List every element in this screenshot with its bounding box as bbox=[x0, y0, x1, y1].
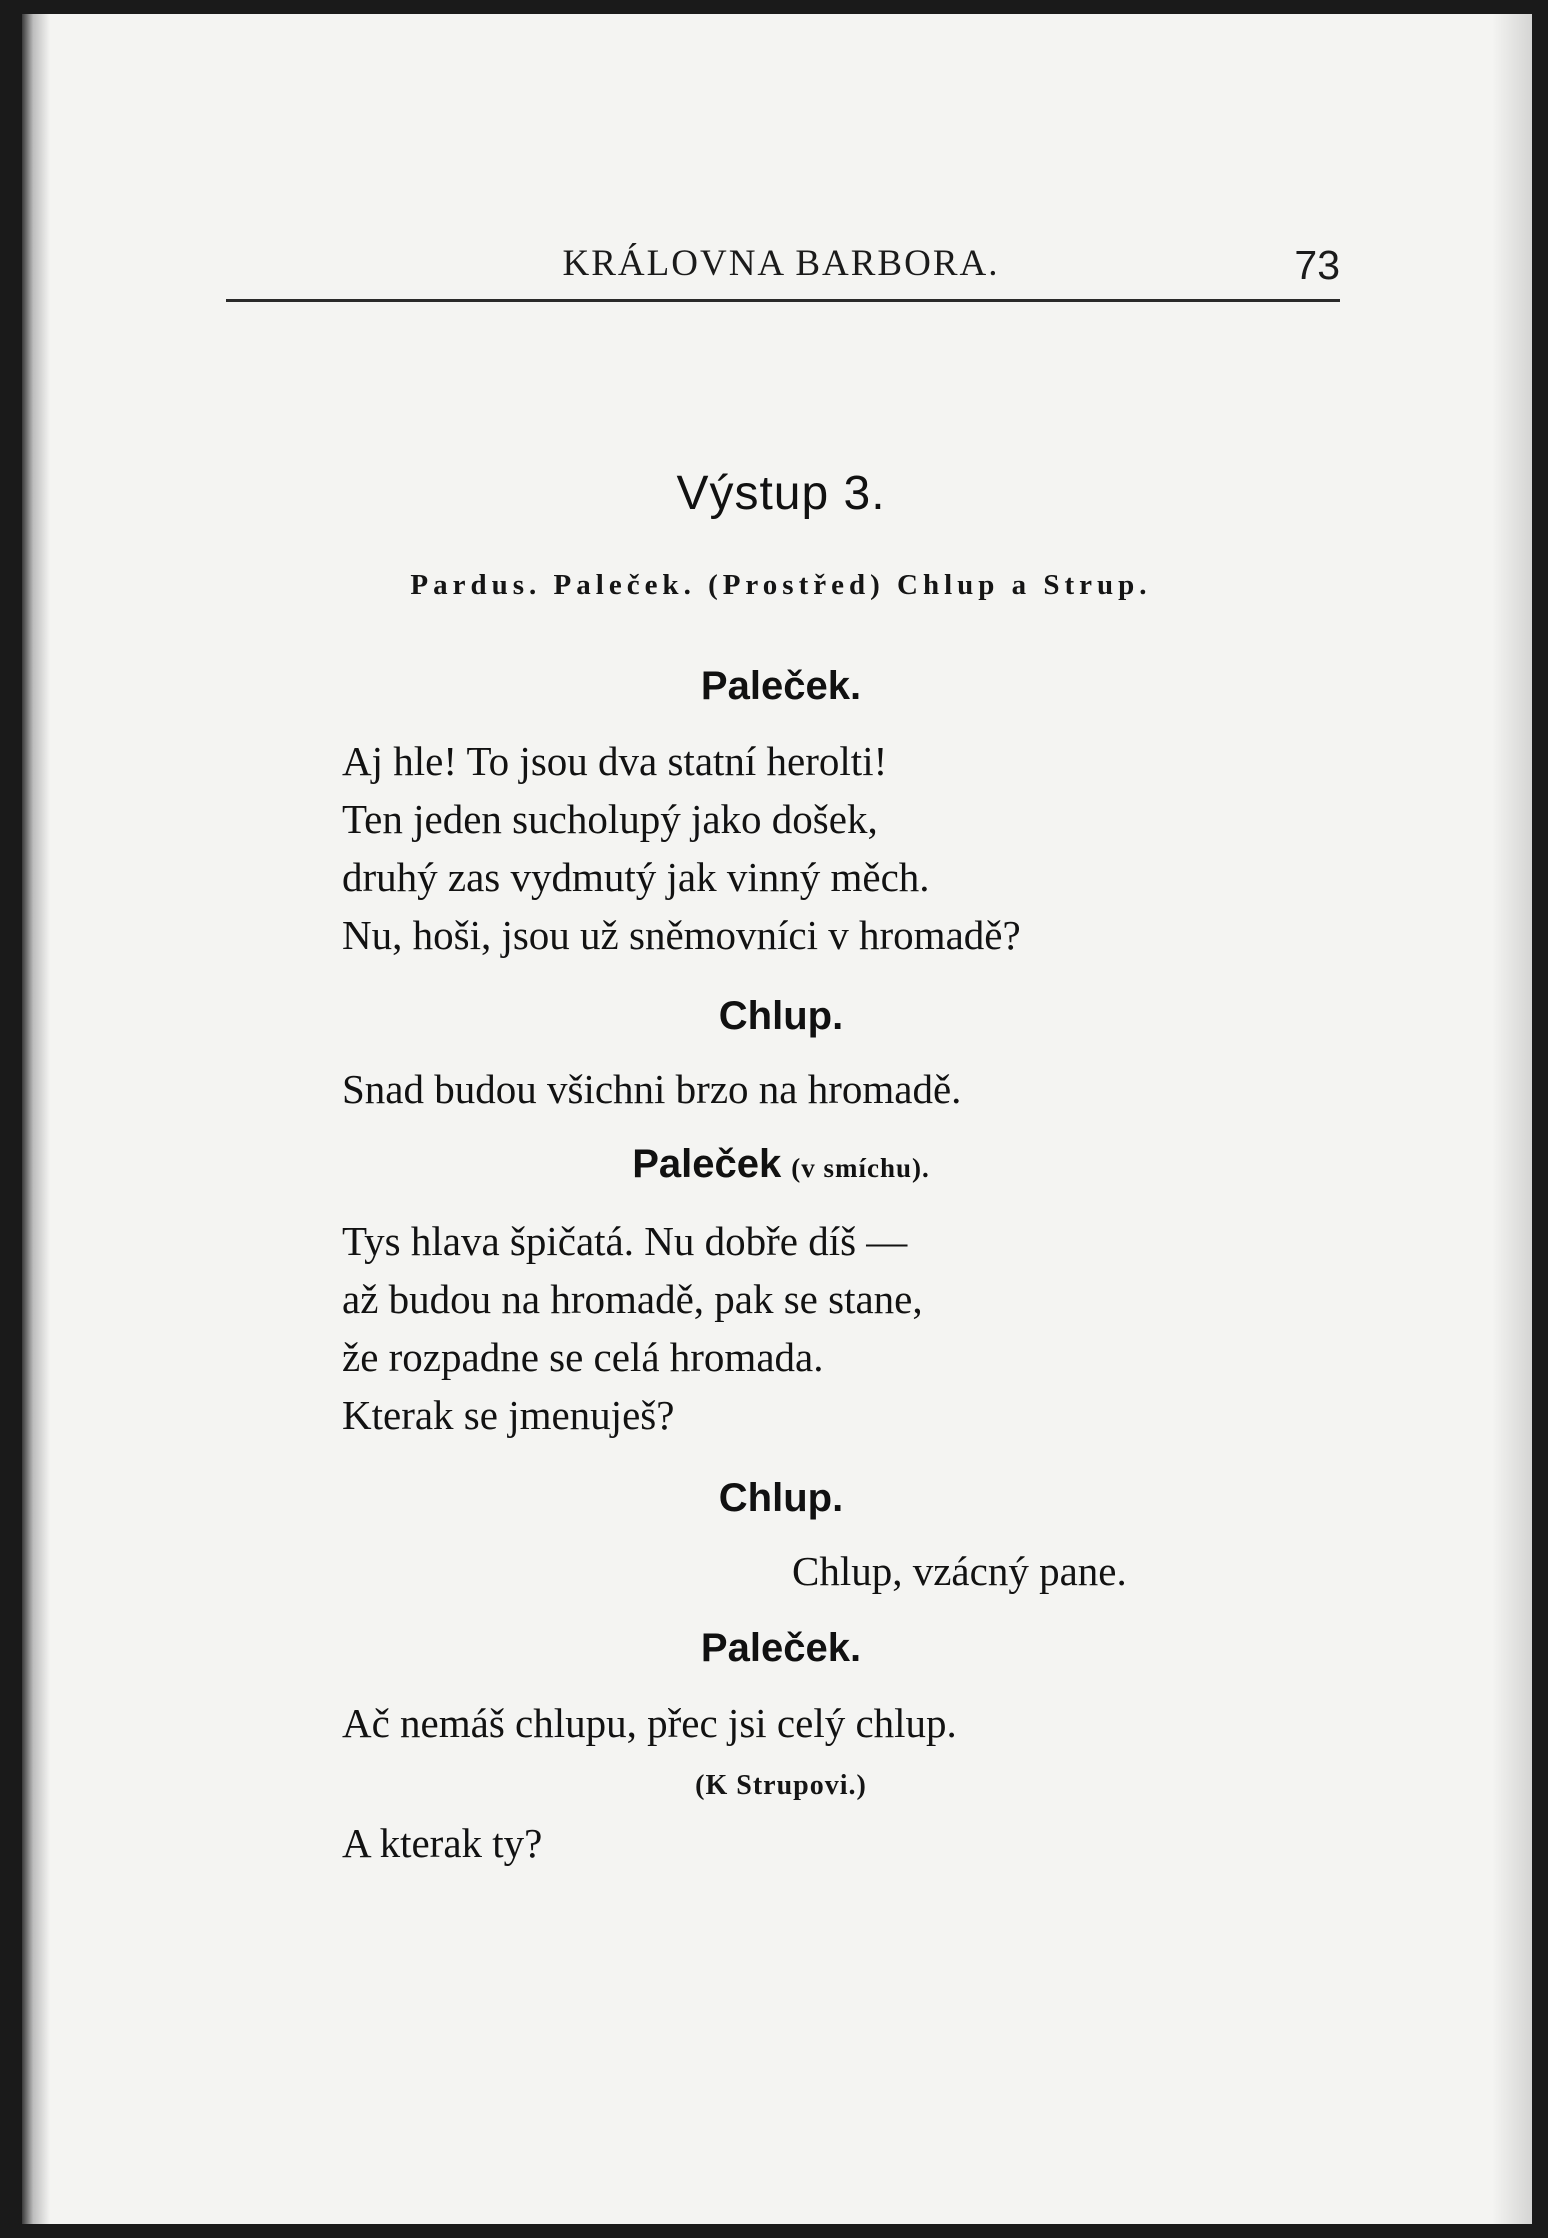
stage-direction: (K Strupovi.) bbox=[695, 1770, 867, 1801]
header-rule bbox=[226, 299, 1340, 302]
speaker-direction: (v smíchu). bbox=[791, 1153, 930, 1183]
verse-line: Chlup, vzácný pane. bbox=[792, 1548, 1127, 1594]
speaker-heading bbox=[222, 1142, 1340, 1187]
speaker-name: Paleček bbox=[632, 1142, 782, 1186]
verse-block bbox=[342, 1060, 961, 1118]
verse-line: Aj hle! To jsou dva statní herolti! bbox=[342, 738, 888, 784]
verse-block bbox=[342, 732, 1021, 964]
verse-line: že rozpadne se celá hromada. bbox=[342, 1334, 824, 1380]
verse-line: Ten jeden sucholupý jako došek, bbox=[342, 796, 878, 842]
verse-block bbox=[342, 1212, 923, 1444]
verse-line: Tys hlava špičatá. Nu dobře díš — bbox=[342, 1218, 908, 1264]
verse-line: druhý zas vydmutý jak vinný měch. bbox=[342, 854, 930, 900]
verse-block bbox=[342, 1814, 542, 1872]
verse-line: Kterak se jmenuješ? bbox=[342, 1392, 675, 1438]
running-title: KRÁLOVNA BARBORA. bbox=[562, 243, 1000, 284]
verse-line: Snad budou všichni brzo na hromadě. bbox=[342, 1066, 962, 1112]
page-number: 73 bbox=[1294, 242, 1340, 288]
verse-line: Ač nemáš chlupu, přec jsi celý chlup. bbox=[342, 1700, 957, 1746]
speaker-heading: Chlup. bbox=[718, 994, 844, 1038]
speaker-heading: Paleček. bbox=[700, 664, 862, 708]
verse-line: A kterak ty? bbox=[342, 1820, 543, 1866]
speaker-heading: Paleček. bbox=[700, 1626, 862, 1670]
verse-block bbox=[342, 1694, 957, 1752]
scene-title: Výstup 3. bbox=[676, 467, 886, 520]
verse-line: až budou na hromadě, pak se stane, bbox=[342, 1276, 923, 1322]
cast-list: Pardus. Paleček. (Prostřed) Chlup a Strup. bbox=[410, 569, 1152, 601]
running-head bbox=[222, 242, 1340, 292]
verse-block bbox=[792, 1542, 1127, 1600]
verse-line: Nu, hoši, jsou už sněmovníci v hromadě? bbox=[342, 912, 1021, 958]
speaker-heading: Chlup. bbox=[718, 1476, 844, 1520]
book-page bbox=[22, 14, 1532, 2224]
